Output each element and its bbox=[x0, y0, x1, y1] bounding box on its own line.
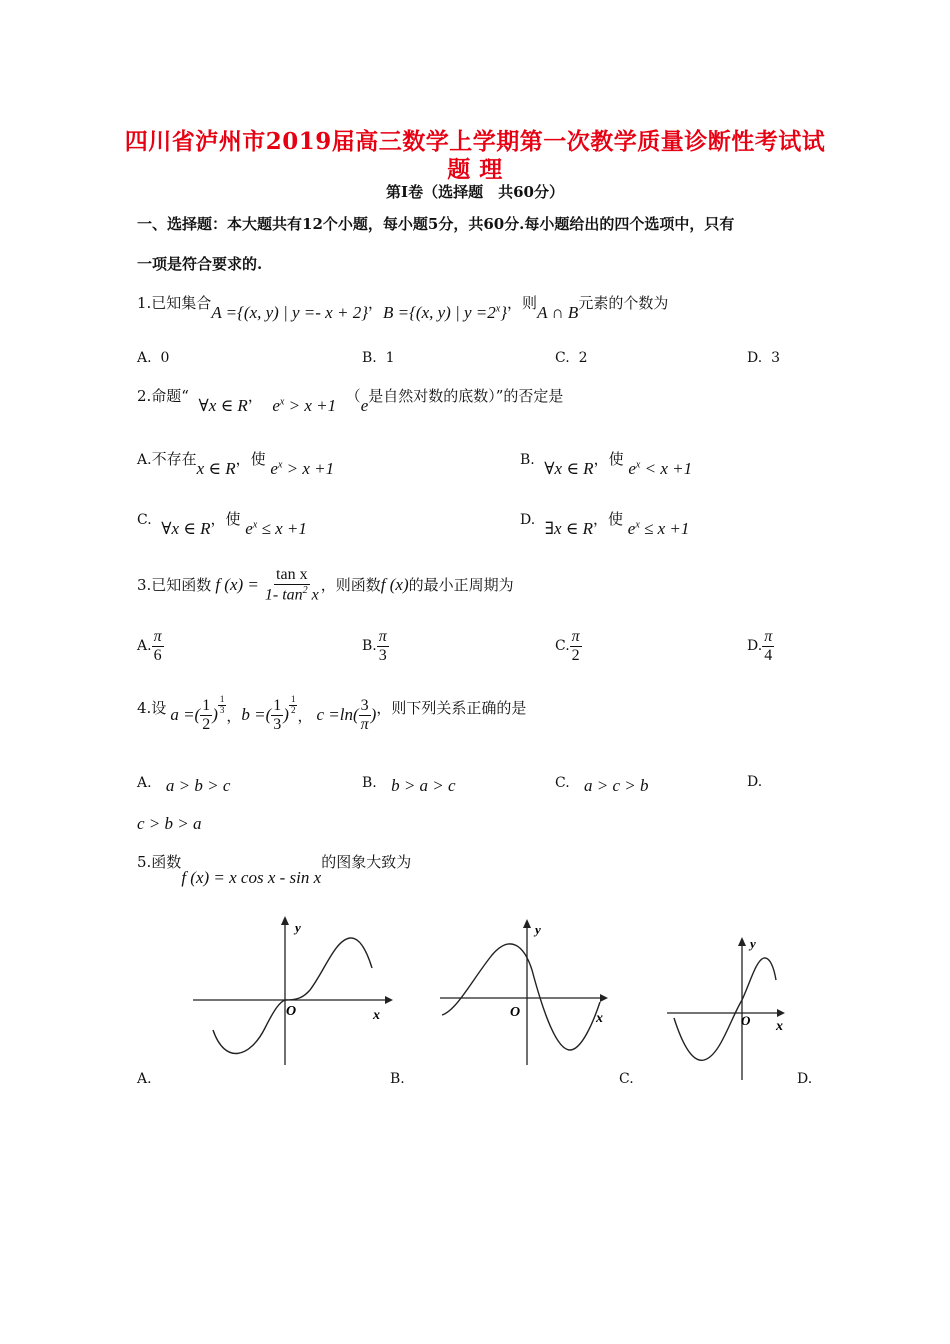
q1-prefix: 1.已知集合 bbox=[137, 294, 212, 312]
q2-forall: ∀x ∈ R bbox=[198, 396, 248, 415]
q2-comma: ， bbox=[247, 387, 263, 405]
section-subtitle: 第Ⅰ卷（选择题 共60分） bbox=[386, 183, 564, 201]
q1-set-b: B ={(x, y) | y =2 bbox=[383, 303, 496, 322]
graph-c-origin: O bbox=[741, 1013, 751, 1028]
graph-a-y-label: y bbox=[295, 920, 301, 935]
question-4: 4.设 a =( $\frac{1}{2}$ ) $\frac{1}{3}$ ， b =( $\frac{1}{3}$ ) $\frac{1}{2}$ ， c =ln( $\frac{3}{\pi}$ ) ，则下列关系正确的是 bbox=[137, 694, 527, 733]
graph-option-c bbox=[662, 928, 797, 1088]
q3-option-a: A. $\frac{\pi}{6}$ bbox=[137, 628, 162, 664]
graph-a-origin: O bbox=[286, 1004, 297, 1019]
q2-inequality: > x +1 bbox=[288, 396, 337, 415]
graph-c-x-arrow bbox=[777, 1009, 785, 1017]
graph-a-y-arrow bbox=[281, 916, 289, 925]
document-title-line1: 四川省泸州市2019届高三数学上学期第一次教学质量诊断性考试试 bbox=[124, 128, 826, 155]
q4-option-d: D. bbox=[747, 774, 763, 790]
graph-b-origin: O bbox=[510, 1005, 521, 1020]
q2-option-d: D. ∃x ∈ R，使 $e^x \le x +1$ bbox=[520, 510, 690, 538]
q3-prefix: 3.已知函数 bbox=[137, 576, 212, 595]
q5-option-c: C. bbox=[619, 1071, 634, 1087]
question-1 bbox=[137, 292, 669, 322]
q3-middle: ，则函数 bbox=[320, 576, 381, 595]
q4-suffix: ，则下列关系正确的是 bbox=[376, 699, 527, 717]
q2-option-a: A.不存在x ∈ R，使 $e^x > x +1$ bbox=[137, 450, 335, 478]
q3-fx: f (x) = bbox=[215, 574, 259, 594]
question-3 bbox=[137, 566, 514, 604]
graph-option-a bbox=[185, 910, 400, 1070]
q2-e-symbol: e bbox=[360, 396, 369, 415]
graph-b-x-arrow bbox=[600, 994, 608, 1002]
q4-option-b: B. b > a > c bbox=[362, 775, 456, 795]
q1-option-c: C. 2 bbox=[555, 350, 588, 366]
q5-function: f (x) = x cos x - sin x bbox=[181, 868, 322, 887]
graph-option-b bbox=[432, 910, 617, 1070]
q2-e-exp: x bbox=[279, 396, 285, 408]
q1-intersection: A ∩ B bbox=[537, 303, 579, 322]
q3-option-c: C. $\frac{\pi}{2}$ bbox=[555, 628, 580, 664]
graph-b-x-label: x bbox=[596, 1011, 603, 1026]
q3-option-b: B. $\frac{\pi}{3}$ bbox=[362, 628, 387, 664]
graph-b-y-label: y bbox=[535, 922, 541, 937]
q4-option-a: A. a > b > c bbox=[137, 775, 231, 795]
question-2 bbox=[137, 385, 564, 415]
q3-suffix: 的最小正周期为 bbox=[408, 576, 514, 595]
section-instructions-line1: 一、选择题：本大题共有12个小题，每小题5分，共60分.每小题给出的四个选项中，只有 bbox=[137, 215, 735, 233]
q2-e: e bbox=[272, 396, 280, 415]
graph-b-y-arrow bbox=[523, 919, 531, 928]
q2-note: 是自然对数的底数）”的否定是 bbox=[368, 387, 564, 405]
q1-set-a: A ={(x, y) | y =- x + 2} bbox=[211, 303, 368, 322]
q5-option-b: B. bbox=[390, 1071, 405, 1087]
graph-a-curve bbox=[213, 938, 372, 1054]
q2-option-b: B. ∀x ∈ R，使 $e^x < x +1$ bbox=[520, 450, 693, 478]
graph-c-curve bbox=[674, 958, 776, 1060]
q4-option-d-value: c > b > a bbox=[137, 814, 202, 833]
graph-a-x-label: x bbox=[373, 1008, 380, 1023]
q2-paren: （ bbox=[345, 387, 361, 405]
q4-option-c: C. a > c > b bbox=[555, 775, 649, 795]
graph-c-y-arrow bbox=[738, 937, 746, 946]
q1-suffix: 元素的个数为 bbox=[578, 294, 669, 312]
q3-option-d: D. $\frac{\pi}{4}$ bbox=[747, 628, 773, 664]
q2-option-c: C. ∀x ∈ R，使 $e^x \le x +1$ bbox=[137, 510, 307, 538]
section-instructions-line2: 一项是符合要求的. bbox=[137, 255, 263, 273]
q5-option-d: D. bbox=[797, 1071, 813, 1087]
q3-fx2: f (x) bbox=[380, 574, 409, 594]
q5-option-a: A. bbox=[137, 1071, 152, 1087]
q3-fraction: $\frac{\text{tan x}}{1- \tan^2 x}$ bbox=[264, 566, 319, 603]
q5-suffix: 的图象大致为 bbox=[321, 853, 412, 871]
q1-then: ，则 bbox=[507, 294, 538, 312]
q1-option-a: A. 0 bbox=[137, 350, 170, 366]
q5-prefix: 5.函数 bbox=[137, 853, 182, 871]
graph-b-curve bbox=[442, 944, 600, 1050]
q2-prefix: 2.命题“ bbox=[137, 387, 189, 405]
q1-comma: ， bbox=[368, 294, 384, 312]
document-title-line2: 题 理 bbox=[447, 156, 503, 183]
q1-set-b-end: } bbox=[500, 303, 508, 322]
q1-option-d: D. 3 bbox=[747, 350, 781, 366]
graph-c-x-label: x bbox=[776, 1019, 783, 1034]
graph-c-y-label: y bbox=[750, 936, 756, 951]
graph-a-x-arrow bbox=[385, 996, 393, 1004]
q1-set-b-exp: x bbox=[495, 303, 501, 315]
q4-prefix: 4.设 bbox=[137, 699, 167, 717]
q1-option-b: B. 1 bbox=[362, 350, 395, 366]
question-5 bbox=[137, 851, 412, 887]
